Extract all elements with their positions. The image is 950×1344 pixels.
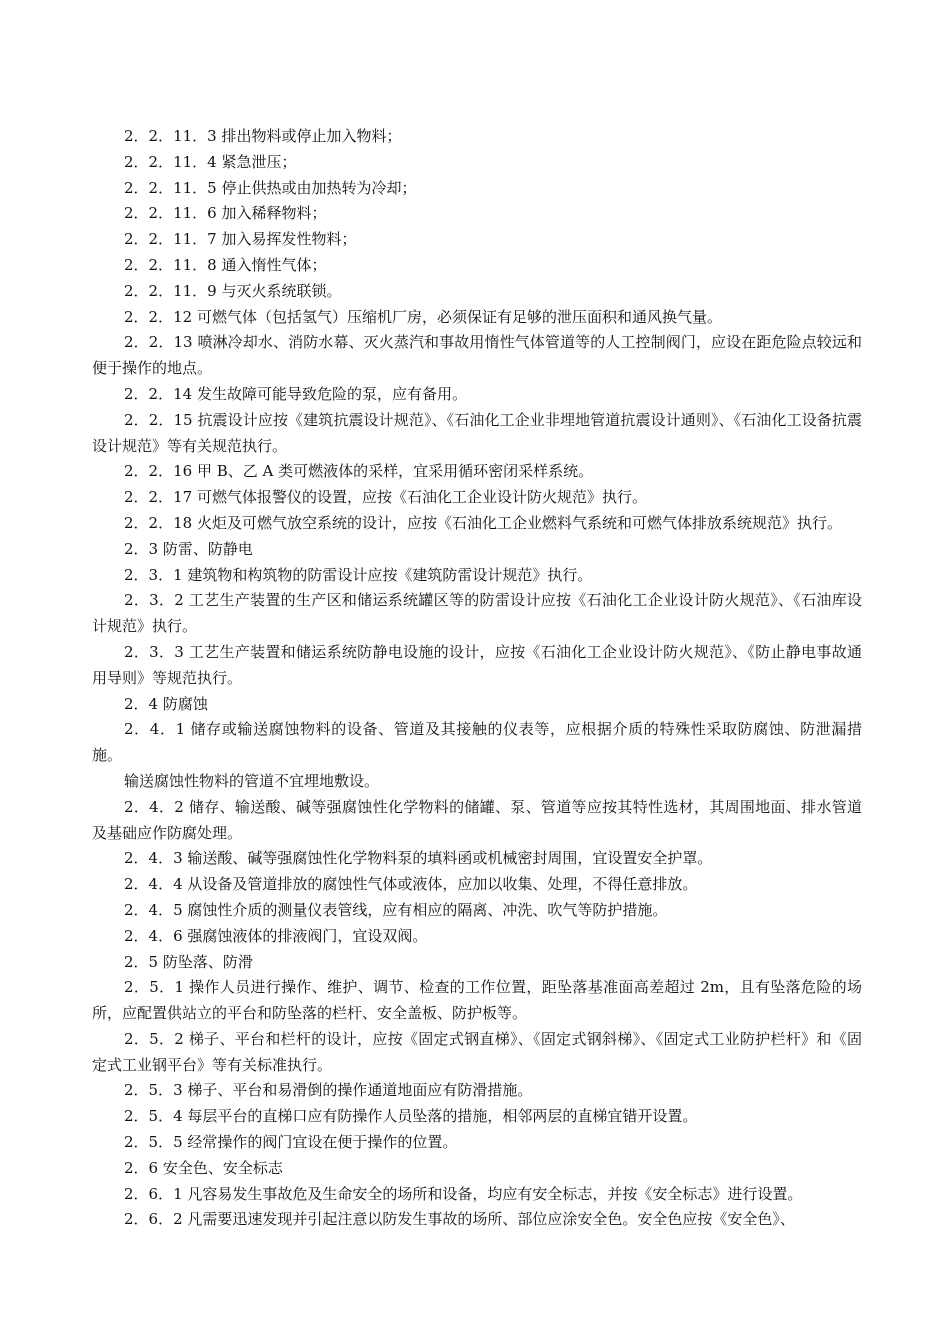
paragraph: 2．3．2 工艺生产装置的生产区和储运系统罐区等的防雷设计应按《石油化工企业设计防火规范》、《石油库设计规范》执行。 (92, 591, 862, 636)
paragraph: 2．2．11．3 排出物料或停止加入物料； (124, 127, 402, 145)
section-heading: 2．6 安全色、安全标志 (124, 1158, 283, 1177)
paragraph: 2．6．1 凡容易发生事故危及生命安全的场所和设备，均应有安全标志，并按《安全标志》进行设置。 (124, 1184, 803, 1203)
paragraph: 2．5．5 经常操作的阀门宜设在便于操作的位置。 (124, 1133, 458, 1152)
paragraph: 2．2．18 火炬及可燃气放空系统的设计，应按《石油化工企业燃料气系统和可燃气体排放系统规范》执行。 (124, 513, 842, 532)
paragraph: 2．4．3 输送酸、碱等强腐蚀性化学物料泵的填料函或机械密封周围，宜设置安全护罩。 (124, 849, 713, 868)
paragraph: 2．4．2 储存、输送酸、碱等强腐蚀性化学物料的储罐、泵、管道等应按其特性选材，其周围地面、排水管道及基础应作防腐处理。 (92, 797, 862, 842)
paragraph: 2．5．2 梯子、平台和栏杆的设计，应按《固定式钢直梯》、《固定式钢斜梯》、《固定式工业防护栏杆》和《固定式工业钢平台》等有关标准执行。 (92, 1029, 862, 1074)
paragraph: 2．5．1 操作人员进行操作、维护、调节、检查的工作位置，距坠落基准面高差超过 2m，且有坠落危险的场所，应配置供站立的平台和防坠落的栏杆、安全盖板、防护板等。 (92, 978, 862, 1023)
section-heading: 2．3 防雷、防静电 (124, 539, 253, 558)
paragraph: 2．2．17 可燃气体报警仪的设置，应按《石油化工企业设计防火规范》执行。 (124, 488, 647, 507)
paragraph: 输送腐蚀性物料的管道不宜埋地敷设。 (124, 771, 380, 790)
document-body (92, 124, 862, 1233)
paragraph: 2．2．11．6 加入稀释物料； (124, 204, 327, 223)
paragraph: 2．2．11．7 加入易挥发性物料； (124, 230, 357, 249)
paragraph: 2．2．16 甲 B、乙 A 类可燃液体的采样，宜采用循环密闭采样系统。 (124, 462, 594, 481)
paragraph: 2．5．3 梯子、平台和易滑倒的操作通道地面应有防滑措施。 (124, 1081, 533, 1100)
section-heading: 2．5 防坠落、防滑 (124, 952, 253, 971)
paragraph: 2．2．11．9 与灭火系统联锁。 (124, 281, 342, 300)
paragraph: 2．2．14 发生故障可能导致危险的泵，应有备用。 (124, 384, 467, 403)
paragraph: 2．3．1 建筑物和构筑物的防雷设计应按《建筑防雷设计规范》执行。 (124, 565, 593, 584)
paragraph: 2．4．1 储存或输送腐蚀物料的设备、管道及其接触的仪表等，应根据介质的特殊性采取防腐蚀、防泄漏措施。 (92, 720, 862, 765)
paragraph: 2．4．6 强腐蚀液体的排液阀门，宜设双阀。 (124, 926, 428, 945)
paragraph: 2．2．12 可燃气体（包括氢气）压缩机厂房，必须保证有足够的泄压面积和通风换气量。 (124, 307, 722, 326)
paragraph: 2．2．13 喷淋冷却水、消防水幕、灭火蒸汽和事故用惰性气体管道等的人工控制阀门，应设在距危险点较远和便于操作的地点。 (92, 333, 862, 378)
paragraph: 2．3．3 工艺生产装置和储运系统防静电设施的设计，应按《石油化工企业设计防火规范》、《防止静电事故通用导则》等规范执行。 (92, 642, 862, 687)
paragraph: 2．2．11．5 停止供热或由加热转为冷却； (124, 178, 417, 197)
paragraph: 2．5．4 每层平台的直梯口应有防操作人员坠落的措施，相邻两层的直梯宜错开设置。 (124, 1107, 698, 1126)
paragraph: 2．2．11．8 通入惰性气体； (124, 255, 327, 274)
paragraph: 2．2．11．4 紧急泄压； (124, 152, 297, 171)
paragraph: 2．6．2 凡需要迅速发现并引起注意以防发生事故的场所、部位应涂安全色。安全色应按《安全色》、 (124, 1210, 795, 1229)
paragraph: 2．2．15 抗震设计应按《建筑抗震设计规范》、《石油化工企业非埋地管道抗震设计通则》、《石油化工设备抗震设计规范》等有关规范执行。 (92, 410, 862, 455)
paragraph: 2．4．4 从设备及管道排放的腐蚀性气体或液体，应加以收集、处理，不得任意排放。 (124, 875, 698, 894)
paragraph: 2．4．5 腐蚀性介质的测量仪表管线，应有相应的隔离、冲洗、吹气等防护措施。 (124, 900, 668, 919)
section-heading: 2．4 防腐蚀 (124, 694, 208, 713)
